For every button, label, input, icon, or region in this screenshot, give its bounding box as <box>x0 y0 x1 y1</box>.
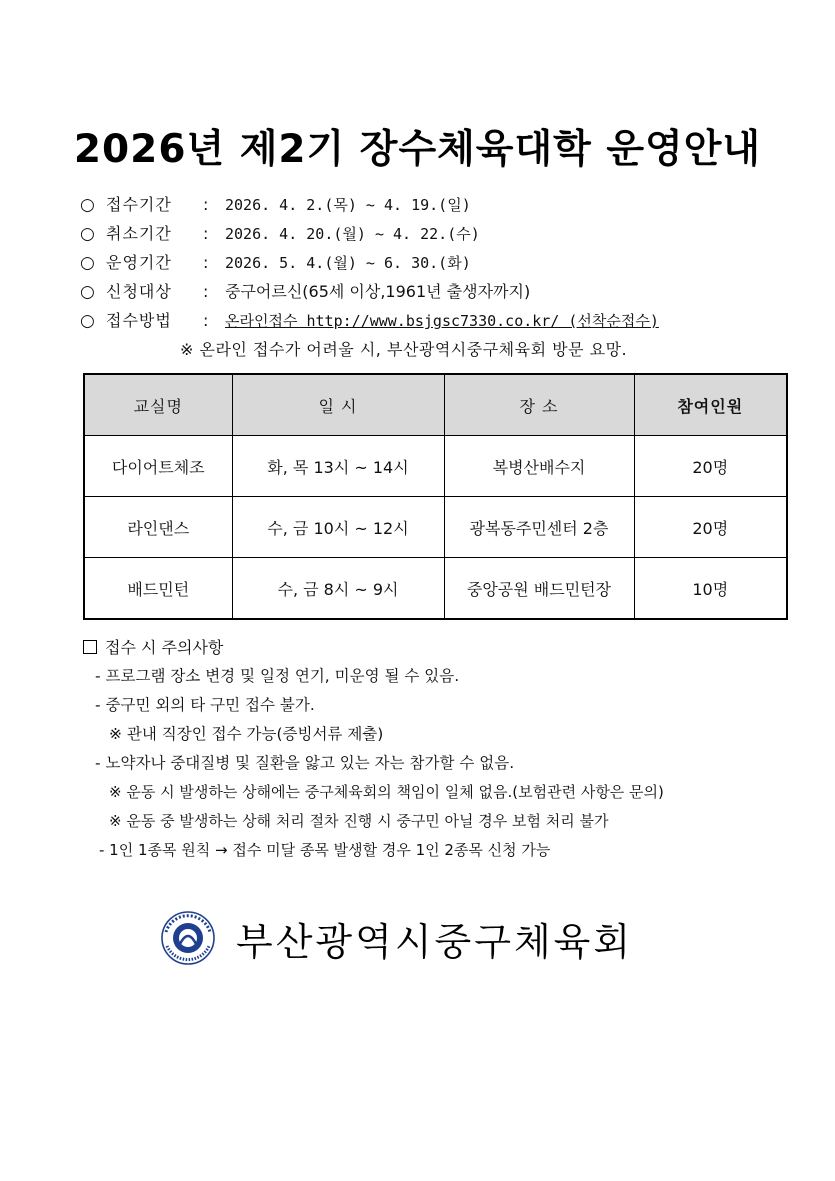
document-title: 2026년 제2기 장수체육대학 운영안내 <box>73 127 762 172</box>
info-value: 2026. 5. 4.(월) ~ 6. 30.(화) <box>225 254 471 272</box>
notice-line: ※ 운동 중 발생하는 상해 처리 절차 진행 시 중구민 아닐 경우 보험 처리 불가 <box>109 812 609 830</box>
circle-bullet: ○ <box>80 282 95 302</box>
cell-class: 배드민턴 <box>84 558 232 620</box>
notice-line: - 노약자나 중대질병 및 질환을 앓고 있는 자는 참가할 수 없음. <box>95 754 515 772</box>
table-row <box>84 558 787 620</box>
notice-line: - 중구민 외의 타 구민 접수 불가. <box>95 696 315 714</box>
checkbox-square-icon <box>83 640 97 654</box>
organization-name: 부산광역시중구체육회 <box>236 919 634 964</box>
table-header-row <box>84 374 787 436</box>
schedule-table <box>83 373 788 620</box>
column-header-place: 장 소 <box>444 374 634 436</box>
cell-time: 수, 금 10시 ~ 12시 <box>232 497 444 558</box>
cell-class: 라인댄스 <box>84 497 232 558</box>
cell-class: 다이어트체조 <box>84 436 232 497</box>
cell-place: 중앙공원 배드민턴장 <box>444 558 634 620</box>
column-header-time: 일 시 <box>232 374 444 436</box>
info-row-registration-period <box>80 190 800 219</box>
info-row-operation-period <box>80 248 800 277</box>
info-value: 중구어르신(65세 이상,1961년 출생자까지) <box>225 282 531 301</box>
info-colon: : <box>203 282 209 301</box>
notice-section <box>83 634 803 865</box>
info-colon: : <box>203 224 209 243</box>
info-row-registration-method <box>80 306 800 335</box>
notice-line: - 1인 1종목 원칙 → 접수 미달 종목 발생할 경우 1인 2종목 신청 가능 <box>99 841 551 859</box>
cell-capacity: 10명 <box>634 558 787 620</box>
info-label: 접수기간 <box>106 195 172 214</box>
footer <box>160 908 633 968</box>
registration-link[interactable]: 온라인접수 http://www.bsjgsc7330.co.kr/ (선착순접수) <box>225 312 659 330</box>
info-note: ※ 온라인 접수가 어려울 시, 부산광역시중구체육회 방문 요망. <box>180 340 628 359</box>
table-row <box>84 436 787 497</box>
notice-line: ※ 관내 직장인 접수 가능(증빙서류 제출) <box>109 725 384 743</box>
info-label: 접수방법 <box>106 311 172 330</box>
info-colon: : <box>203 311 209 330</box>
info-value: 2026. 4. 2.(목) ~ 4. 19.(일) <box>225 196 471 214</box>
column-header-class: 교실명 <box>84 374 232 436</box>
column-header-capacity: 참여인원 <box>634 374 787 436</box>
info-label: 신청대상 <box>106 282 172 301</box>
cell-place: 광복동주민센터 2층 <box>444 497 634 558</box>
info-list <box>80 190 800 364</box>
council-logo-icon <box>160 910 216 966</box>
notice-line: - 프로그램 장소 변경 및 일정 연기, 미운영 될 수 있음. <box>95 667 460 685</box>
cell-capacity: 20명 <box>634 436 787 497</box>
circle-bullet: ○ <box>80 311 95 331</box>
info-colon: : <box>203 195 209 214</box>
info-value: 2026. 4. 20.(월) ~ 4. 22.(수) <box>225 225 480 243</box>
cell-time: 수, 금 8시 ~ 9시 <box>232 558 444 620</box>
circle-bullet: ○ <box>80 224 95 244</box>
table-row <box>84 497 787 558</box>
cell-time: 화, 목 13시 ~ 14시 <box>232 436 444 497</box>
cell-place: 복병산배수지 <box>444 436 634 497</box>
circle-bullet: ○ <box>80 195 95 215</box>
info-row-cancel-period <box>80 219 800 248</box>
notice-heading <box>83 634 803 662</box>
notice-heading-text: 접수 시 주의사항 <box>105 638 224 657</box>
cell-capacity: 20명 <box>634 497 787 558</box>
info-label: 취소기간 <box>106 224 172 243</box>
circle-bullet: ○ <box>80 253 95 273</box>
notice-line: ※ 운동 시 발생하는 상해에는 중구체육회의 책임이 일체 없음.(보험관련 사항은 문의) <box>109 783 664 801</box>
info-colon: : <box>203 253 209 272</box>
info-label: 운영기간 <box>106 253 172 272</box>
info-row-eligibility <box>80 277 800 306</box>
